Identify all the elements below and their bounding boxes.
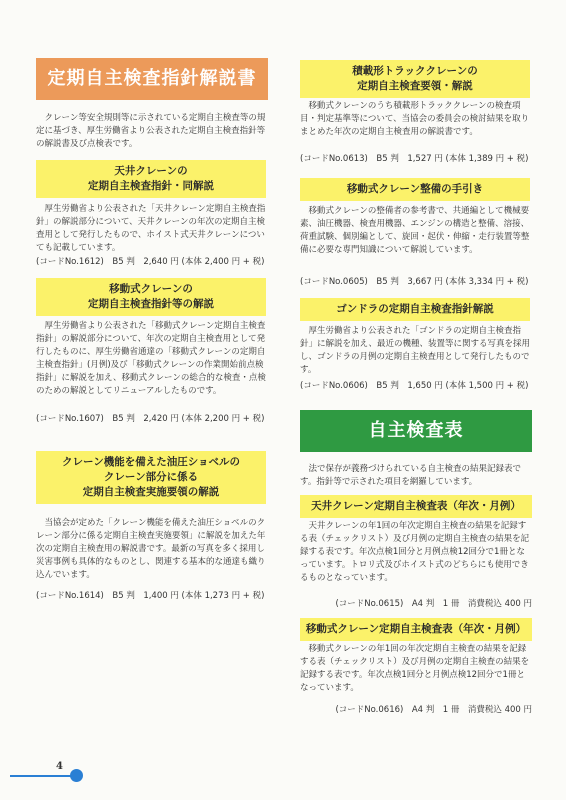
sheet-title-overhead-crane: 天井クレーン定期自主検査表（年次・月例） <box>300 495 532 518</box>
book-desc-overhead-crane: 厚生労働省より公表された「天井クレーン定期自主検査指針」の解説部分について、天井クレーンの年次の定期自主検査用として発行したもので、ホイスト式天井クレーンについても記載しています。 <box>36 204 266 253</box>
book-code-gondola: (コードNo.0606) B5 判 1,650 円 (本体 1,500 円 + 税) <box>300 381 529 391</box>
title-line: 積載形トラッククレーンの <box>352 65 478 77</box>
footer-rule <box>10 775 74 777</box>
book-desc-mobile-crane-maintenance: 移動式クレーンの整備者の参考書で、共通編として機械要素、油圧機器、検査用機器、エンジンの構造と整備、溶接、荷重試験、個別編として、旋回・起伏・伸縮・走行装置等整備に必要な専門知識について解説しています。 <box>300 206 530 255</box>
sheet-code-overhead-crane: (コードNo.0615) A4 判 1 冊 消費税込 400 円 <box>335 599 532 609</box>
section-title-inspection-sheets: 自主検査表 <box>300 410 532 452</box>
title-line: クレーン機能を備えた油圧ショベルの <box>61 456 241 468</box>
footer-dot <box>70 769 83 782</box>
book-desc-mobile-crane: 厚生労働省より公表された「移動式クレーン定期自主検査指針」の解説部分について、年次の定期自主検査用として発行したものに、厚生労働省通達の「移動式クレーンの定期自主検査指針」(月例)及び「移動式クレーンの作業開始前点検 指針」に解説を加え、移動式クレーンの総合的な検査・点検のための解説としてリニューアルしたものです。 <box>36 321 266 396</box>
title-line: 移動式クレーンの <box>109 283 193 295</box>
right-intro: 法で保存が義務づけられている自主検査の結果記録表です。指針等で示された項目を網羅しています。 <box>300 464 522 487</box>
book-title-overhead-crane <box>36 160 266 198</box>
book-code-mobile-crane: (コードNo.1607) B5 判 2,420 円 (本体 2,200 円 + 税) <box>36 414 265 424</box>
book-title-excavator-crane <box>36 451 266 504</box>
title-line: 移動式クレーン整備の手引き <box>346 183 484 195</box>
sheet-title-mobile-crane: 移動式クレーン定期自主検査表（年次・月例） <box>300 618 532 641</box>
book-desc-loader-truck-crane: 移動式クレーンのうち積載形トラッククレーンの検査項目・判定基準等について、当協会の委員会の検討結果を取りまとめた年次の定期自主検査用の解説書です。 <box>300 101 530 137</box>
book-code-overhead-crane: (コードNo.1612) B5 判 2,640 円 (本体 2,400 円 + 税) <box>36 257 265 267</box>
book-code-mobile-crane-maintenance: (コードNo.0605) B5 判 3,667 円 (本体 3,334 円 + 税) <box>300 277 529 287</box>
book-title-mobile-crane-maintenance <box>300 178 530 201</box>
book-desc-excavator-crane: 当協会が定めた「クレーン機能を備えた油圧ショベルのクレーン部分に係る定期自主検査実施要領」に解説を加えた年次の定期自主検査用の解説書です。最新の写真を多く採用し災害事例も具体的なものとし、関連する基本的な通達も織り込んでいます。 <box>36 518 266 580</box>
page-number: 4 <box>56 761 63 772</box>
title-line: 天井クレーンの <box>114 165 188 177</box>
book-code-excavator-crane: (コードNo.1614) B5 判 1,400 円 (本体 1,273 円 + 税) <box>36 591 265 601</box>
section-title-inspection-guidelines: 定期自主検査指針解説書 <box>36 58 268 100</box>
title-line: ゴンドラの定期自主検査指針解説 <box>336 303 494 315</box>
title-line: 定期自主検査要領・解説 <box>357 80 473 92</box>
title-line: 定期自主検査実施要領の解説 <box>82 486 220 498</box>
left-intro: クレーン等安全規則等に示されている定期自主検査等の規定に基づき、厚生労働省より公表された定期自主検査指針等の解説書及び点検表です。 <box>36 113 266 149</box>
book-desc-gondola: 厚生労働省より公表された「ゴンドラの定期自主検査指針」に解説を加え、最近の機種、装置等に関する写真を採用し、ゴンドラの月例の定期自主検査用として発行したものです。 <box>300 326 531 375</box>
sheet-desc-overhead-crane: 天井クレーンの年1回の年次定期自主検査の結果を記録する表（チェックリスト）及び月例の定期自主検査の結果を記録する表です。年次点検1回分と月例点検12回分で1冊となっています。トロリ式及びホイスト式のどちらにも使用できるものとなっています。 <box>300 521 530 583</box>
title-line: 定期自主検査指針等の解説 <box>88 298 214 310</box>
sheet-code-mobile-crane: (コードNo.0616) A4 判 1 冊 消費税込 400 円 <box>335 705 532 715</box>
sheet-desc-mobile-crane: 移動式クレーンの年1回の年次定期自主検査の結果を記録する表（チェックリスト）及び月例の定期自主検査の結果を記録する表です。年次点検1回分と月例点検12回分で1冊となっています。 <box>300 644 530 693</box>
book-title-loader-truck-crane <box>300 60 530 98</box>
book-code-loader-truck-crane: (コードNo.0613) B5 判 1,527 円 (本体 1,389 円 + 税) <box>300 154 529 164</box>
book-title-mobile-crane <box>36 278 266 316</box>
title-line: 定期自主検査指針・同解説 <box>88 180 214 192</box>
title-line: クレーン部分に係る <box>103 471 199 483</box>
book-title-gondola <box>300 298 530 321</box>
